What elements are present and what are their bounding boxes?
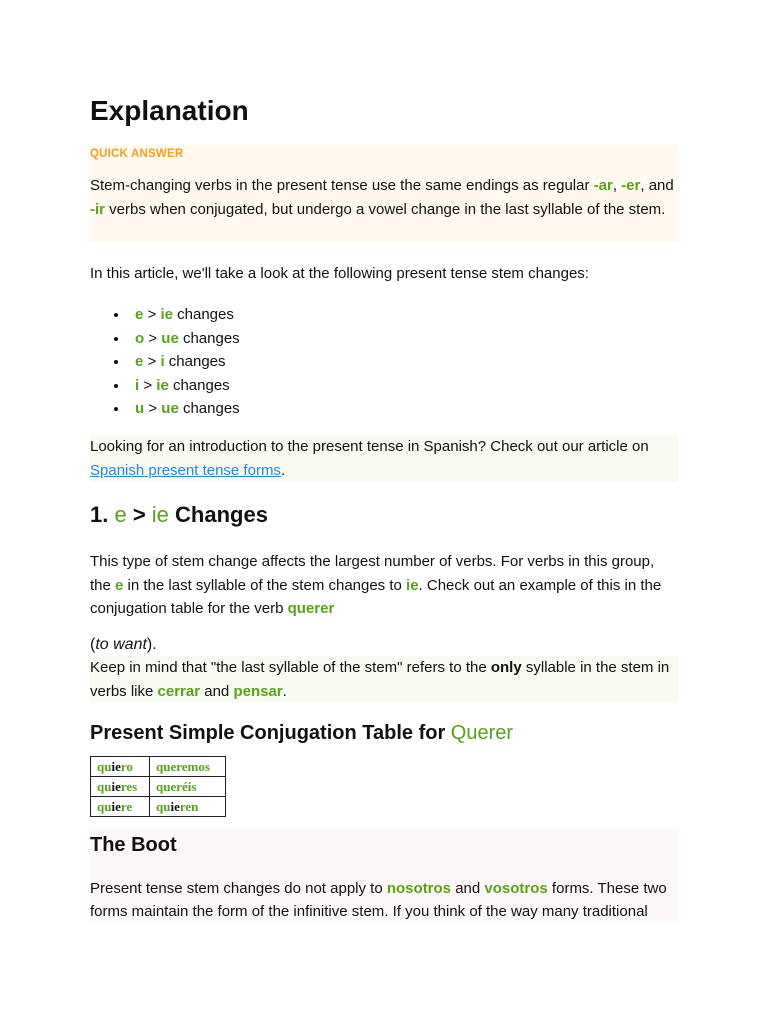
section-paragraph bbox=[90, 550, 675, 621]
table-cell bbox=[150, 777, 226, 797]
list-item-suffix: changes bbox=[178, 400, 240, 417]
vowel-from: o bbox=[135, 329, 145, 347]
note-end: . bbox=[280, 461, 286, 479]
cell-stem: ie bbox=[170, 799, 180, 814]
vowel-from: e bbox=[135, 306, 144, 323]
arrow: > bbox=[143, 353, 161, 370]
arrow: > bbox=[126, 502, 152, 527]
vowel-from: e bbox=[115, 576, 124, 594]
cell-part: qu bbox=[97, 799, 112, 814]
pronoun-vosotros: vosotros bbox=[484, 880, 548, 897]
arrow: > bbox=[144, 400, 162, 417]
ending-ar: -ar bbox=[593, 177, 613, 194]
vowel-to: ie bbox=[151, 502, 169, 527]
table-cell bbox=[150, 797, 226, 817]
quick-answer-text-part: verbs when conjugated, but undergo a vowel change in the last syllable of the stem. bbox=[105, 200, 666, 218]
quick-answer-sep: , bbox=[612, 177, 622, 194]
quick-answer-box bbox=[90, 145, 678, 242]
verb-querer: Querer bbox=[450, 722, 514, 744]
table-heading bbox=[90, 719, 513, 747]
boot-paragraph bbox=[90, 877, 676, 923]
arrow: > bbox=[139, 376, 157, 394]
vowel-from: i bbox=[135, 376, 140, 394]
arrow: > bbox=[143, 306, 161, 323]
present-tense-forms-link[interactable]: Spanish present tense forms bbox=[90, 461, 281, 479]
table-row bbox=[91, 777, 226, 797]
vowel-to: ie bbox=[406, 576, 419, 594]
translation bbox=[90, 633, 157, 657]
keep-in-mind-note bbox=[90, 656, 678, 702]
list-item bbox=[135, 303, 240, 327]
present-tense-note bbox=[90, 435, 678, 482]
table-cell bbox=[91, 797, 150, 817]
table-cell bbox=[91, 757, 150, 777]
list-item bbox=[135, 350, 240, 374]
paragraph-text: Present tense stem changes do not apply to bbox=[90, 880, 387, 897]
paragraph-text: forms. These two forms maintain the form of the infinitive stem. If you think of the way many traditional bbox=[90, 880, 667, 920]
conjugation-table bbox=[90, 756, 226, 817]
list-item bbox=[135, 397, 240, 421]
section-heading-e-ie bbox=[90, 500, 268, 530]
note-text: and bbox=[200, 682, 234, 700]
note-text: syllable in the stem in verbs like bbox=[90, 659, 670, 700]
page-title: Explanation bbox=[90, 95, 249, 126]
list-item-suffix: changes bbox=[164, 353, 226, 370]
cell-part: qu bbox=[156, 799, 171, 814]
paren-open: ( bbox=[90, 636, 96, 653]
section-number: 1. bbox=[90, 502, 115, 527]
cell-part: ren bbox=[179, 799, 199, 814]
cell-stem: ie bbox=[111, 799, 121, 814]
vowel-to: i bbox=[160, 353, 165, 370]
cell-part: queremos bbox=[156, 759, 210, 774]
table-row bbox=[91, 797, 226, 817]
verb-pensar: pensar bbox=[233, 682, 283, 700]
translation-text: to want bbox=[95, 636, 147, 653]
cell-part: ro bbox=[120, 759, 133, 774]
pronoun-nosotros: nosotros bbox=[386, 880, 452, 897]
ending-ir: -ir bbox=[90, 200, 105, 218]
boot-section bbox=[90, 829, 678, 921]
table-heading-text: Present Simple Conjugation Table for bbox=[90, 722, 451, 744]
list-item bbox=[135, 327, 240, 351]
note-text: Looking for an introduction to the present tense in Spanish? Check out our article on bbox=[90, 438, 649, 455]
vowel-to: ue bbox=[161, 400, 179, 417]
cell-stem: ie bbox=[111, 779, 121, 794]
quick-answer-text bbox=[90, 174, 675, 221]
quick-answer-sep: , and bbox=[640, 177, 674, 194]
paragraph-text: in the last syllable of the stem changes to bbox=[123, 576, 407, 594]
note-end: . bbox=[282, 682, 287, 700]
paren-close: ). bbox=[146, 636, 157, 653]
cell-part: queréis bbox=[156, 779, 197, 794]
vowel-to: ie bbox=[156, 376, 169, 394]
stem-change-list bbox=[90, 303, 240, 421]
table-cell bbox=[91, 777, 150, 797]
vowel-to: ie bbox=[160, 306, 173, 323]
table-row bbox=[91, 757, 226, 777]
vowel-from: u bbox=[135, 400, 145, 417]
boot-heading: The Boot bbox=[90, 834, 177, 856]
cell-part: qu bbox=[97, 759, 112, 774]
quick-answer-text-part: Stem-changing verbs in the present tense use the same endings as regular bbox=[90, 177, 594, 194]
cell-stem: ie bbox=[111, 759, 121, 774]
cell-part: re bbox=[120, 799, 133, 814]
note-text: Keep in mind that "the last syllable of the stem" refers to the bbox=[90, 659, 491, 676]
vowel-from: e bbox=[114, 502, 127, 527]
paragraph-text: and bbox=[451, 880, 485, 897]
list-item bbox=[135, 374, 240, 398]
verb-querer: querer bbox=[287, 600, 335, 617]
table-cell bbox=[150, 757, 226, 777]
section-word: Changes bbox=[168, 502, 268, 527]
intro-paragraph: In this article, we'll take a look at the following present tense stem changes: bbox=[90, 265, 589, 282]
quick-answer-label: QUICK ANSWER bbox=[90, 148, 184, 160]
arrow: > bbox=[144, 329, 162, 347]
paragraph-text: This type of stem change affects the largest number of verbs. For verbs in this group, the bbox=[90, 553, 655, 594]
list-item-suffix: changes bbox=[172, 306, 234, 323]
cell-part: qu bbox=[97, 779, 112, 794]
vowel-from: e bbox=[135, 353, 144, 370]
emphasis-only: only bbox=[490, 659, 522, 676]
verb-cerrar: cerrar bbox=[157, 682, 201, 700]
list-item-suffix: changes bbox=[178, 329, 240, 347]
ending-er: -er bbox=[621, 177, 641, 194]
list-item-suffix: changes bbox=[168, 376, 230, 394]
cell-part: res bbox=[120, 779, 138, 794]
vowel-to: ue bbox=[161, 329, 179, 347]
paragraph-text: . Check out an example of this in the conjugation table for the verb bbox=[90, 576, 662, 617]
